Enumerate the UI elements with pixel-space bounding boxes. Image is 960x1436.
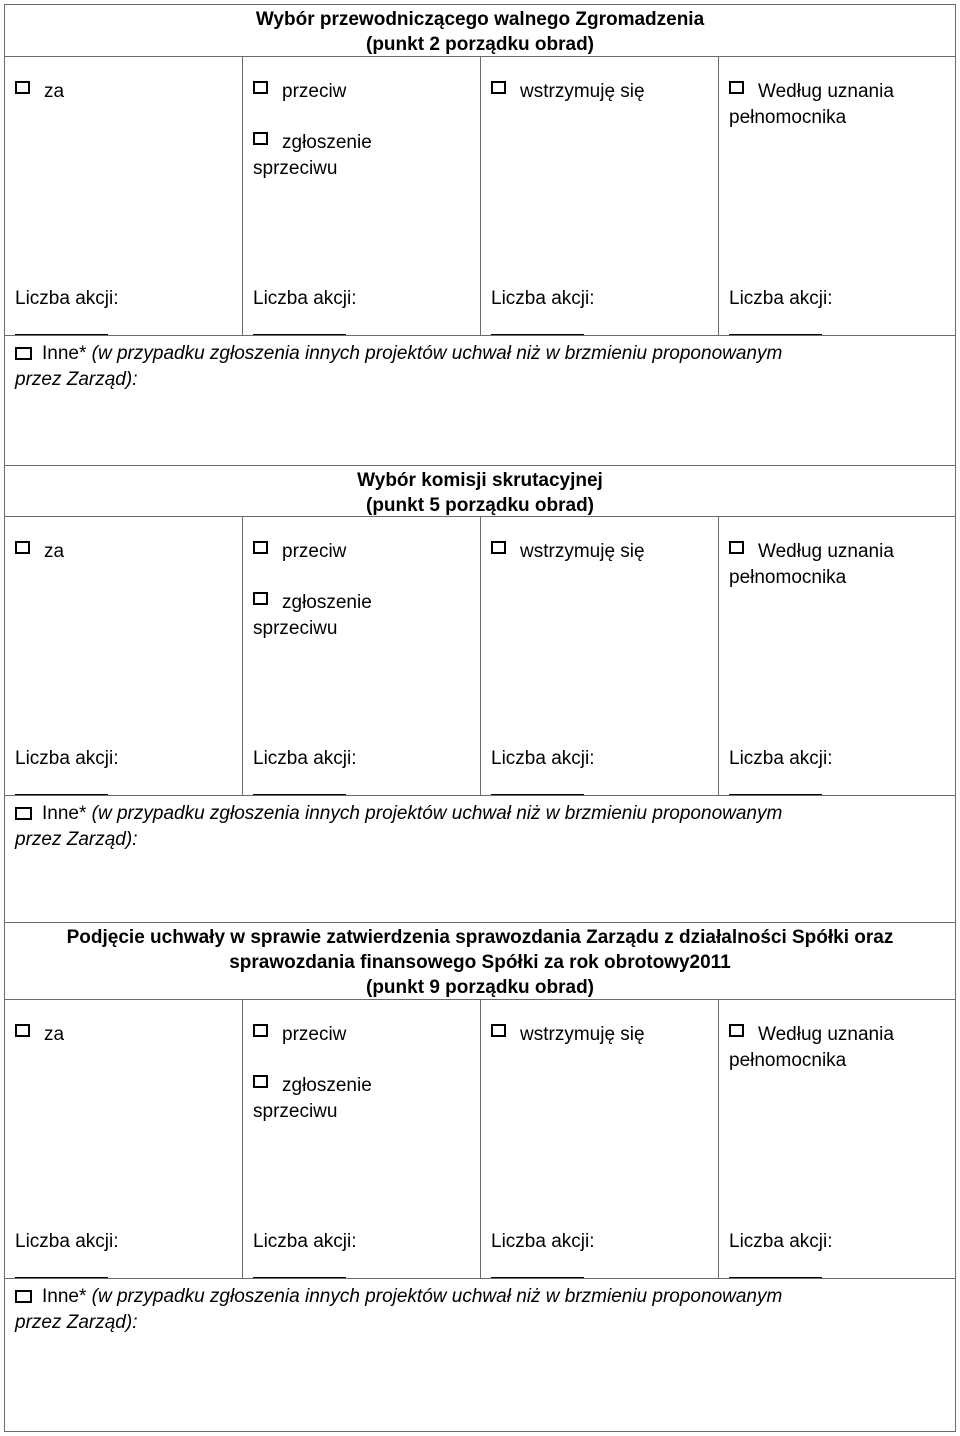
resolution-section (4, 465, 956, 922)
proxy-discretion-label: Według uznania (758, 81, 894, 102)
shares-label: Liczba akcji: (253, 288, 357, 309)
vote-column-against (243, 1000, 481, 1278)
for-label: za (44, 81, 65, 102)
vote-column-proxy-discretion (719, 57, 957, 335)
abstain-checkbox[interactable] (491, 541, 506, 554)
vote-column-abstain (481, 1000, 719, 1278)
shares-blank-line[interactable] (491, 334, 584, 335)
other-lead: Inne* (42, 803, 87, 824)
shares-blank-line[interactable] (729, 794, 822, 795)
resolution-section (4, 4, 956, 465)
other-text: (w przypadku zgłoszenia innych projektów uchwał niż w brzmieniu proponowanym (86, 343, 783, 364)
for-checkbox[interactable] (15, 541, 30, 554)
shares-blank-line[interactable] (253, 794, 346, 795)
other-text-line2: przez Zarząd): (15, 1312, 138, 1333)
abstain-label: wstrzymuję się (520, 81, 645, 102)
voting-form (4, 4, 956, 1432)
objection-label-line2: sprzeciwu (253, 1101, 338, 1122)
other-text-line2: przez Zarząd): (15, 829, 138, 850)
other-checkbox[interactable] (15, 347, 32, 360)
other-text-line2: przez Zarząd): (15, 369, 138, 390)
shares-blank-line[interactable] (491, 1277, 584, 1278)
vote-options-grid (5, 517, 955, 796)
abstain-label: wstrzymuję się (520, 541, 645, 562)
other-checkbox[interactable] (15, 807, 32, 820)
vote-column-proxy-discretion (719, 1000, 957, 1278)
section-title (5, 923, 955, 1000)
shares-blank-line[interactable] (729, 334, 822, 335)
objection-label-line2: sprzeciwu (253, 158, 338, 179)
shares-label: Liczba akcji: (253, 748, 357, 769)
title-line: sprawozdania finansowego Spółki za rok obrotowy2011 (229, 952, 731, 973)
for-checkbox[interactable] (15, 81, 30, 94)
against-checkbox[interactable] (253, 541, 268, 554)
title-line: (punkt 2 porządku obrad) (366, 34, 594, 55)
other-option (5, 1279, 955, 1431)
shares-label: Liczba akcji: (491, 1231, 595, 1252)
objection-label: zgłoszenie (282, 592, 372, 613)
for-label: za (44, 541, 65, 562)
other-checkbox[interactable] (15, 1290, 32, 1303)
vote-options-grid (5, 1000, 955, 1279)
title-line: (punkt 5 porządku obrad) (366, 495, 594, 516)
other-option (5, 336, 955, 465)
shares-blank-line[interactable] (15, 1277, 108, 1278)
abstain-checkbox[interactable] (491, 1024, 506, 1037)
shares-label: Liczba akcji: (253, 1231, 357, 1252)
objection-label-line2: sprzeciwu (253, 618, 338, 639)
abstain-checkbox[interactable] (491, 81, 506, 94)
other-lead: Inne* (42, 343, 87, 364)
section-title (5, 466, 955, 517)
against-checkbox[interactable] (253, 81, 268, 94)
vote-column-for (5, 517, 243, 795)
other-lead: Inne* (42, 1286, 87, 1307)
title-line: Wybór przewodniczącego walnego Zgromadzenia (255, 9, 705, 30)
against-label: przeciw (282, 81, 347, 102)
against-checkbox[interactable] (253, 1024, 268, 1037)
vote-column-for (5, 1000, 243, 1278)
proxy-discretion-checkbox[interactable] (729, 81, 744, 94)
shares-label: Liczba akcji: (729, 1231, 833, 1252)
proxy-discretion-label-line2: pełnomocnika (729, 567, 847, 588)
against-label: przeciw (282, 541, 347, 562)
other-option (5, 796, 955, 922)
objection-label: zgłoszenie (282, 1075, 372, 1096)
resolution-section (4, 922, 956, 1432)
against-label: przeciw (282, 1024, 347, 1045)
shares-blank-line[interactable] (253, 334, 346, 335)
for-label: za (44, 1024, 65, 1045)
proxy-discretion-label-line2: pełnomocnika (729, 1050, 847, 1071)
objection-checkbox[interactable] (253, 132, 268, 145)
shares-label: Liczba akcji: (15, 288, 119, 309)
objection-checkbox[interactable] (253, 1075, 268, 1088)
shares-label: Liczba akcji: (491, 288, 595, 309)
vote-column-abstain (481, 57, 719, 335)
proxy-discretion-label-line2: pełnomocnika (729, 107, 847, 128)
proxy-discretion-checkbox[interactable] (729, 541, 744, 554)
vote-column-for (5, 57, 243, 335)
shares-label: Liczba akcji: (15, 1231, 119, 1252)
proxy-discretion-label: Według uznania (758, 541, 894, 562)
title-line: (punkt 9 porządku obrad) (366, 977, 594, 998)
shares-label: Liczba akcji: (729, 288, 833, 309)
shares-blank-line[interactable] (15, 794, 108, 795)
proxy-discretion-checkbox[interactable] (729, 1024, 744, 1037)
section-title (5, 5, 955, 57)
shares-blank-line[interactable] (253, 1277, 346, 1278)
shares-label: Liczba akcji: (729, 748, 833, 769)
for-checkbox[interactable] (15, 1024, 30, 1037)
vote-column-against (243, 57, 481, 335)
vote-column-against (243, 517, 481, 795)
shares-blank-line[interactable] (15, 334, 108, 335)
other-text: (w przypadku zgłoszenia innych projektów uchwał niż w brzmieniu proponowanym (86, 1286, 783, 1307)
proxy-discretion-label: Według uznania (758, 1024, 894, 1045)
shares-blank-line[interactable] (729, 1277, 822, 1278)
shares-label: Liczba akcji: (15, 748, 119, 769)
other-text: (w przypadku zgłoszenia innych projektów uchwał niż w brzmieniu proponowanym (86, 803, 783, 824)
shares-blank-line[interactable] (491, 794, 584, 795)
objection-label: zgłoszenie (282, 132, 372, 153)
vote-options-grid (5, 57, 955, 336)
abstain-label: wstrzymuję się (520, 1024, 645, 1045)
title-line: Podjęcie uchwały w sprawie zatwierdzenia sprawozdania Zarządu z działalności Spółki oraz (66, 927, 894, 948)
objection-checkbox[interactable] (253, 592, 268, 605)
shares-label: Liczba akcji: (491, 748, 595, 769)
vote-column-proxy-discretion (719, 517, 957, 795)
vote-column-abstain (481, 517, 719, 795)
title-line: Wybór komisji skrutacyjnej (357, 470, 603, 491)
